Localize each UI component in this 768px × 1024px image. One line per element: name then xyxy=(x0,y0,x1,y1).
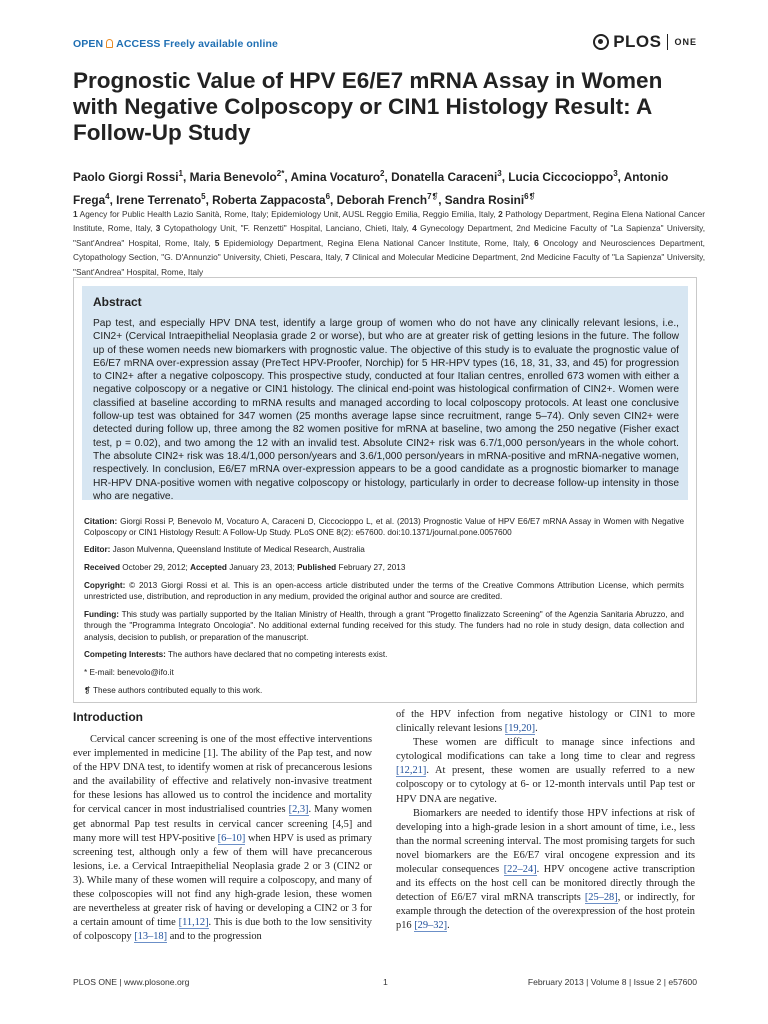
author-name: Irene Terrenato xyxy=(116,192,202,207)
paragraph-text: and to the progression xyxy=(167,931,262,943)
author xyxy=(391,170,502,184)
equal-contribution-note xyxy=(84,685,684,696)
open-access-badge xyxy=(73,38,278,50)
author-list: Paolo Giorgi Rossi$^1$, Maria Benevolo$^{2*}$, Amina Vocaturo$^2$, Donatella Caraceni$^3$, Lucia Ciccocioppo$^3$, Antonio Frega$^4$, Irene Terrenato$^5$, Roberta Zappacosta$^6$, Deborah French$^{7❡}$, Sandra Rosini$^{6❡}$ xyxy=(73,169,669,207)
affiliation-text: Agency for Public Health Lazio Sanità, Rome, Italy; Epidemiology Unit, AUSL Reggio Emilia, Reggio Emilia, Italy, xyxy=(77,209,499,219)
reference-link[interactable]: [6–10] xyxy=(217,832,246,844)
logo-divider xyxy=(667,34,668,50)
intro-paragraph-continued xyxy=(396,708,695,736)
funding-label: Funding: xyxy=(84,610,120,619)
paragraph-text: . This is due both to the low sensitivity of colposcopy xyxy=(73,917,372,943)
freely-available-label: Freely available online xyxy=(163,38,278,50)
accepted-label: Accepted xyxy=(190,563,227,572)
citation xyxy=(84,516,684,539)
abstract-panel xyxy=(82,286,688,500)
author-affiliation-mark: 6 xyxy=(325,191,331,201)
author-name: Maria Benevolo xyxy=(189,169,277,184)
citation-text: Giorgi Rossi P, Benevolo M, Vocaturo A, Caraceni D, Ciccocioppo L, et al. (2013) Prognostic Value of HPV E6/E7 mRNA Assay in Women with Negative Colposcopy or CIN1 Histology Result: A Follow-Up Study. PLoS ONE 8(2): e57600. doi:10.1371/journal.pone.0057600 xyxy=(84,517,685,538)
funding xyxy=(84,609,684,643)
paragraph-text: . xyxy=(535,723,538,735)
paragraph-text: when HPV is used as primary screening test, although only a few of them will have precancerous lesions, i.e. a Cervical Intraepithelial Neoplasia grade 2 or 3 (CIN2 or 3). While many of these women will require a colposcopy, and many of these colposcopies will not find any high-grade lesion, these women are nevertheless at greater risk of having or developing a CIN2 or 3 for a certain amount of time xyxy=(73,832,372,929)
intro-paragraph xyxy=(73,733,372,944)
reference-link[interactable]: [25–28] xyxy=(584,892,618,904)
author-affiliation-mark: 3 xyxy=(497,169,502,178)
affiliation-number: 2 xyxy=(498,209,503,219)
affiliation-text: Cytopathology Unit, "F. Renzetti" Hospital, Lanciano, Chieti, Italy, xyxy=(160,223,413,234)
author-affiliation-mark: 2 xyxy=(380,169,385,178)
email-note xyxy=(84,667,684,678)
author xyxy=(190,170,285,184)
copyright-text: © 2013 Giorgi Rossi et al. This is an open-access article distributed under the terms of the Creative Commons Attribution License, which permits unrestricted use, distribution, and reproduction in any medium, provided the original author and source are credited. xyxy=(84,581,684,602)
open-lock-icon xyxy=(106,39,113,48)
affiliation-text: Pathology Department, Regina Elena National Cancer Institute, Rome, Italy, xyxy=(73,209,705,234)
plos-one-logo xyxy=(593,32,697,52)
one-brand-text: ONE xyxy=(674,37,697,47)
author-name: Antonio Frega xyxy=(73,169,669,207)
reference-link[interactable]: [2,3] xyxy=(288,804,309,816)
reference-link[interactable]: [11,12] xyxy=(178,917,209,929)
copyright xyxy=(84,580,684,603)
author xyxy=(445,193,535,207)
affiliation-text: Clinical and Molecular Medicine Department, 2nd Medicine Faculty of "La Sapienza" University, "Sant'Andrea" Hospital, Rome, Italy xyxy=(73,252,705,277)
competing-text: The authors have declared that no competing interests exist. xyxy=(168,650,388,659)
affiliation-text: Gynecology Department, 2nd Medicine Faculty of "La Sapienza" University, "Sant'Andrea" Hospital, Rome, Italy, xyxy=(73,223,705,248)
open-label: OPEN xyxy=(73,38,104,50)
introduction-heading: Introduction xyxy=(73,710,143,724)
author xyxy=(212,193,330,207)
reference-link[interactable]: [19,20] xyxy=(504,723,536,735)
plos-logo-icon xyxy=(593,34,609,50)
author-name: Sandra Rosini xyxy=(444,192,525,207)
paragraph-text: Cervical cancer screening is one of the most effective interventions ever implemented in medicine [1]. The ability of the Pap test, and now of the HPV DNA test, to identify women at risk of precancerous lesions and the availability of effective and relatively non-invasive treatment for these lesions has allowed us to control the incidence and mortality for cervical cancer in most industrialised countries xyxy=(73,734,372,816)
funding-text: This study was partially supported by the Italian Ministry of Health, through a grant "Progetto finalizzato Screening" of the Agenzia Sanitaria Abruzzo, and through the "Programma Integrato Oncologia". No additional external funding received for this study. The funders had no role in study design, data collection and analysis, decision to publish, or preparation of the manuscript. xyxy=(84,610,684,642)
copyright-label: Copyright: xyxy=(84,581,126,590)
affiliation-number: 6 xyxy=(534,237,539,248)
author-name: Donatella Caraceni xyxy=(391,169,498,184)
affiliation-number: 7 xyxy=(345,252,350,263)
right-column xyxy=(396,708,695,934)
affiliation-list xyxy=(73,207,705,279)
paragraph-text: . Many women get abnormal Pap test results in cervical cancer screening [4,5] and many more will test HPV-positive xyxy=(73,804,372,844)
author xyxy=(116,193,205,207)
paragraph-text: of the HPV infection from negative histology or CIN1 to more clinically relevant lesions xyxy=(396,709,695,735)
competing-label: Competing Interests: xyxy=(84,650,166,659)
affiliation-number: 4 xyxy=(412,223,417,234)
accepted-date: January 23, 2013; xyxy=(229,563,295,572)
affiliation-text: Epidemiology Department, Regina Elena National Cancer Institute, Rome, Italy, xyxy=(219,237,535,248)
affiliation-number: 5 xyxy=(214,237,220,248)
author-name: Deborah French xyxy=(336,192,428,207)
citation-label: Citation: xyxy=(84,517,118,526)
intro-paragraph-management xyxy=(396,736,695,806)
affiliation-number: 3 xyxy=(155,223,161,234)
abstract-box xyxy=(73,277,697,703)
received-label: Received xyxy=(84,563,120,572)
author xyxy=(290,170,384,184)
page-number: 1 xyxy=(383,977,388,987)
intro-paragraph-biomarkers xyxy=(396,807,695,934)
published-label: Published xyxy=(297,563,337,572)
affiliation-number: 1 xyxy=(73,209,78,219)
editor-text: Jason Mulvenna, Queensland Institute of Medical Research, Australia xyxy=(112,545,365,554)
published-date: February 27, 2013 xyxy=(338,563,406,572)
author-affiliation-mark: 4 xyxy=(105,191,110,201)
author-name: Lucia Ciccocioppo xyxy=(508,169,614,184)
author-affiliation-mark: 1 xyxy=(178,169,183,178)
author-affiliation-mark: 2* xyxy=(276,169,285,178)
journal-header-bar xyxy=(73,32,697,56)
footer-journal-url: PLOS ONE | www.plosone.org xyxy=(73,977,190,987)
access-label: ACCESS xyxy=(116,38,161,50)
reference-link[interactable]: [22–24] xyxy=(503,864,537,876)
left-column xyxy=(73,708,372,944)
author-name: Amina Vocaturo xyxy=(290,169,381,184)
author-affiliation-mark: 3 xyxy=(613,169,618,178)
author-name: Roberta Zappacosta xyxy=(212,192,326,207)
author xyxy=(337,193,439,207)
author xyxy=(508,170,617,184)
received-date: October 29, 2012; xyxy=(122,563,188,572)
paragraph-text: . HPV oncogene active transcription and its effects on the host cell can be monitored directly through the detection of E6/E7 viral mRNA transcripts xyxy=(396,864,695,904)
reference-link[interactable]: [12,21] xyxy=(396,765,427,777)
abstract-heading: Abstract xyxy=(93,295,142,309)
article-title: Prognostic Value of HPV E6/E7 mRNA Assay in Women with Negative Colposcopy or CIN1 Histology Result: A Follow-Up Study xyxy=(73,68,663,145)
dates-line xyxy=(84,562,684,573)
author-name: Paolo Giorgi Rossi xyxy=(73,169,179,184)
paragraph-text: These women are difficult to manage since infections and cytological modifications can take a long time to clear and regress xyxy=(396,737,695,763)
plos-brand-text: PLOS xyxy=(613,32,662,51)
paragraph-text: Biomarkers are needed to identify those HPV infections at risk of developing into a high-grade lesion in a short amount of time, i.e., less than the normal screening interval. The most promising targets for such novel biomarkers are the E6/E7 viral oncogene expression and its molecular consequences xyxy=(396,807,695,876)
competing-interests xyxy=(84,649,684,660)
page-footer xyxy=(73,977,697,991)
reference-link[interactable]: [29–32] xyxy=(414,920,448,932)
author xyxy=(73,170,183,184)
paragraph-text: . xyxy=(447,920,450,932)
footer-issue-info: February 2013 | Volume 8 | Issue 2 | e57600 xyxy=(527,977,697,987)
abstract-text: Pap test, and especially HPV DNA test, identify a large group of women who do not have any clinically relevant lesions, i.e., CIN2+ (Cervical Intraepithelial Neoplasia grade 2 or worse), but who are at greater risk of getting lesions in the future. The follow up of these women needs new biomarkers with prognostic value. The objective of this study is to evaluate the prognostic value of E6/E7 mRNA over-expression assay (PreTect HPV-Proofer, Norchip) for 5 HR-HPV types (16, 18, 31, 33, and 45) for progression to CIN2+ after a negative colposcopy. This prospective study, conducted at four Italian centres, enrolled 673 women with either a negative colposcopy or a negative or CIN1 histology. The clinical end-point was histological confirmation of CIN2+. Women were classified at baseline according to mRNA results and managed according to local colposcopy protocols. At least one conclusive follow-up test was obtained for 347 women (25 months average lapse since recruitment, range 5–74). Only seven CIN2+ were detected during follow up, three among the 82 women positive for mRNA at baseline, two among the 250 negative (Fisher exact test, p = 0.02), and two among the 12 with an invalid test. Absolute CIN2+ risk was 6.7/1,000 person/years in the whole cohort. The absolute CIN2+ risk was 18.4/1,000 person/years and 3.6/1,000 person/years in mRNA-positive and mRNA-negative women, respectively. In conclusion, E6/E7 mRNA over-expression appears to be a good candidate as a prognostic biomarker to manage HR-HPV DNA-positive women with negative colposcopy or histology, particularly in order to decrease follow-up intensity in those who are negative. xyxy=(93,318,679,502)
author-affiliation-mark: 7❡ xyxy=(427,191,439,201)
paragraph-text: . At present, these women are usually referred to a new colposcopy or to cytology at 6- or 12-month intervals until Pap test or HPV DNA are negative. xyxy=(396,765,695,805)
editor-label: Editor: xyxy=(84,545,111,554)
email-text: * E-mail: benevolo@ifo.it xyxy=(84,668,174,677)
affiliation-text: Oncology and Neurosciences Department, Cytopathology Section, "G. D'Annunzio" University, Chieti, Pescara, Italy, xyxy=(73,237,705,263)
author-affiliation-mark: 5 xyxy=(201,191,206,201)
paragraph-text: , or indirectly, for example through the detection of the overexpression of the host protein p16 xyxy=(396,892,695,932)
editor-line xyxy=(84,544,684,555)
reference-link[interactable]: [13–18] xyxy=(134,931,168,943)
equal-text: ❡ These authors contributed equally to this work. xyxy=(84,686,263,695)
author-affiliation-mark: 6❡ xyxy=(524,191,536,201)
